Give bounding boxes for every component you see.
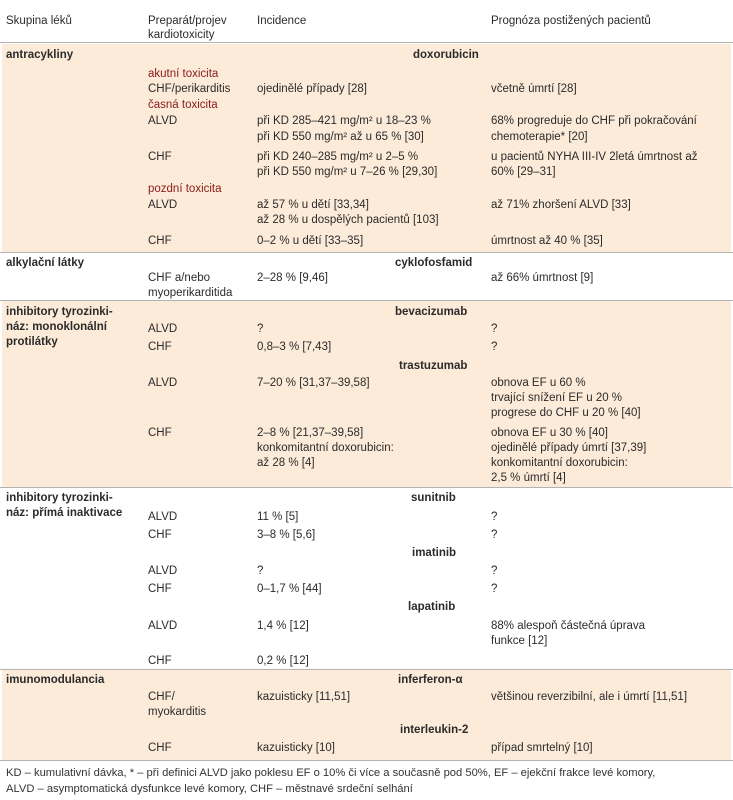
header-prognosis: Prognóza postižených pacientů <box>491 15 651 27</box>
group-name: antracykliny <box>6 49 74 61</box>
prognosis: až 66% úmrtnost [9] <box>491 272 594 284</box>
manifestation: CHF a/nebo <box>148 272 211 284</box>
incidence: 7–20 % [31,37–39,58] <box>257 377 370 389</box>
incidence: 3–8 % [5,6] <box>257 529 316 541</box>
manifestation: ALVD <box>148 199 178 211</box>
incidence: při KD 285–421 mg/m² u 18–23 % <box>257 115 431 127</box>
drug-name: bevacizumab <box>395 306 468 318</box>
prognosis: ? <box>491 511 498 523</box>
prognosis: většinou reverzibilní, ale i úmrtí [11,51] <box>491 691 688 703</box>
incidence: až 57 % u dětí [33,34] <box>257 199 369 211</box>
incidence: 11 % [5] <box>257 511 299 523</box>
group-name: náz: monoklonální <box>6 321 107 333</box>
header-group: Skupina léků <box>6 15 72 27</box>
prognosis: funkce [12] <box>491 635 548 647</box>
prognosis: ? <box>491 583 498 595</box>
prognosis: u pacientů NYHA III-IV 2letá úmrtnost až <box>491 151 698 163</box>
incidence: 0,8–3 % [7,43] <box>257 341 332 353</box>
prognosis: progrese do CHF u 20 % [40] <box>491 407 641 419</box>
group-name: inhibitory tyrozinki- <box>6 492 113 504</box>
prognosis: 88% alespoň částečná úprava <box>491 620 646 632</box>
footnote-line: ALVD – asymptomatická dysfunkce levé komory, CHF – městnavé srdeční selhání <box>6 783 413 795</box>
manifestation: CHF <box>148 235 172 247</box>
group-alkylacni-bg <box>2 253 731 300</box>
manifestation: CHF/ <box>148 691 175 703</box>
prognosis: až 71% zhoršení ALVD [33] <box>491 199 631 211</box>
incidence: až 28 % u dospělých pacientů [103] <box>257 214 439 226</box>
drug-name: cyklofosfamid <box>395 257 473 269</box>
toxicity-subheading: akutní toxicita <box>148 68 219 80</box>
incidence: 1,4 % [12] <box>257 620 309 632</box>
separator <box>0 760 733 761</box>
manifestation: CHF <box>148 529 172 541</box>
incidence: ? <box>257 565 264 577</box>
drug-name: inferferon-α <box>398 674 463 686</box>
manifestation: CHF <box>148 655 172 667</box>
incidence: 0,2 % [12] <box>257 655 309 667</box>
header-preparat-line2: kardiotoxicity <box>148 29 215 41</box>
manifestation: ALVD <box>148 115 178 127</box>
prognosis: ? <box>491 529 498 541</box>
prognosis: úmrtnost až 40 % [35] <box>491 235 603 247</box>
manifestation: CHF <box>148 583 172 595</box>
drug-name: imatinib <box>412 547 457 559</box>
manifestation: ALVD <box>148 620 178 632</box>
incidence: při KD 550 mg/m² u 7–26 % [29,30] <box>257 166 438 178</box>
incidence: až 28 % [4] <box>257 457 315 469</box>
drug-name: sunitnib <box>411 492 456 504</box>
incidence: konkomitantní doxorubicin: <box>257 442 394 454</box>
separator <box>0 487 733 488</box>
manifestation: CHF <box>148 742 172 754</box>
header-incidence: Incidence <box>257 15 307 27</box>
drug-name: lapatinib <box>408 601 456 613</box>
manifestation: myokarditis <box>148 706 207 718</box>
manifestation: CHF <box>148 341 172 353</box>
group-name: alkylační látky <box>6 257 84 269</box>
manifestation: CHF <box>148 427 172 439</box>
group-name: náz: přímá inaktivace <box>6 507 123 519</box>
header-preparat-line1: Preparát/projev <box>148 15 227 27</box>
incidence: kazuisticky [11,51] <box>257 691 351 703</box>
prognosis: včetně úmrtí [28] <box>491 83 577 95</box>
drug-name: interleukin-2 <box>400 724 469 736</box>
prognosis: ? <box>491 323 498 335</box>
manifestation: myoperikarditida <box>148 287 233 299</box>
manifestation: ALVD <box>148 565 178 577</box>
prognosis: ? <box>491 565 498 577</box>
incidence: 0–1,7 % [44] <box>257 583 322 595</box>
manifestation: ALVD <box>148 323 178 335</box>
prognosis: obnova EF u 30 % [40] <box>491 427 608 439</box>
group-name: imunomodulancia <box>6 674 105 686</box>
table-footnote <box>6 765 728 797</box>
incidence: 2–28 % [9,46] <box>257 272 328 284</box>
table-header <box>0 0 733 43</box>
incidence: kazuisticky [10] <box>257 742 335 754</box>
incidence: ? <box>257 323 264 335</box>
incidence: 0–2 % u dětí [33–35] <box>257 235 364 247</box>
drug-name: trastuzumab <box>399 360 468 372</box>
prognosis: ojedinělé případy úmrtí [37,39] <box>491 442 647 454</box>
group-imuno-bg <box>2 670 731 760</box>
prognosis: 2,5 % úmrtí [4] <box>491 472 566 484</box>
drug-name: doxorubicin <box>413 49 479 61</box>
group-name: protilátky <box>6 336 58 348</box>
prognosis: obnova EF u 60 % <box>491 377 586 389</box>
prognosis: konkomitantní doxorubicin: <box>491 457 628 469</box>
incidence: při KD 240–285 mg/m² u 2–5 % <box>257 151 419 163</box>
manifestation: ALVD <box>148 377 178 389</box>
manifestation: ALVD <box>148 511 178 523</box>
manifestation: CHF <box>148 151 172 163</box>
group-name: inhibitory tyrozinki- <box>6 306 113 318</box>
prognosis: trvající snížení EF u 20 % <box>491 392 623 404</box>
toxicity-subheading: časná toxicita <box>148 99 218 111</box>
incidence: při KD 550 mg/m² až u 65 % [30] <box>257 131 424 143</box>
incidence: ojedinělé případy [28] <box>257 83 367 95</box>
prognosis: ? <box>491 341 498 353</box>
prognosis: 60% [29–31] <box>491 166 556 178</box>
prognosis: 68% progreduje do CHF při pokračování <box>491 115 697 127</box>
prognosis: případ smrtelný [10] <box>491 742 593 754</box>
separator <box>0 252 733 253</box>
manifestation: CHF/perikarditis <box>148 83 231 95</box>
separator <box>0 669 733 670</box>
separator <box>0 300 733 301</box>
prognosis: chemoterapie* [20] <box>491 131 588 143</box>
incidence: 2–8 % [21,37–39,58] <box>257 427 364 439</box>
toxicity-subheading: pozdní toxicita <box>148 183 222 195</box>
footnote-line: KD – kumulativní dávka, * – při definici ALVD jako poklesu EF o 10% či více a současně pod 50%, EF – ejekční frakce levé komory, <box>6 767 656 779</box>
